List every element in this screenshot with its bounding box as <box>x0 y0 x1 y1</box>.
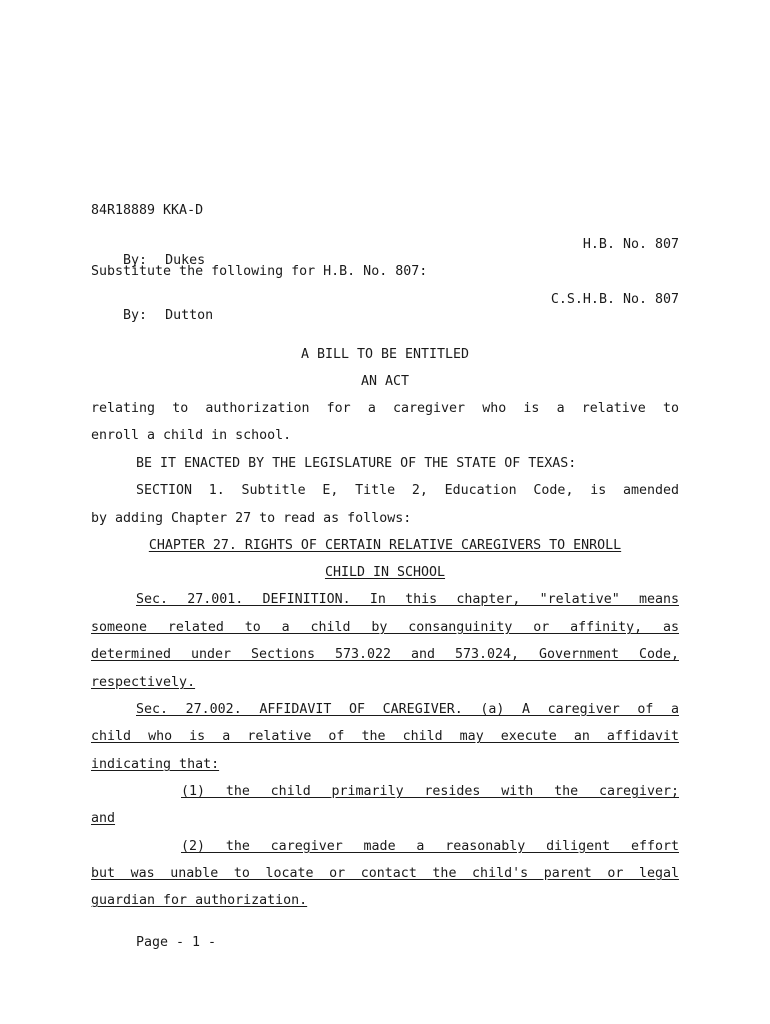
substitute-line: Substitute the following for H.B. No. 807: <box>91 264 428 279</box>
bill-number: H.B. No. 807 <box>582 237 679 252</box>
subdivision-2-line: (2) the caregiver made a reasonably diligent effort <box>181 839 679 854</box>
chapter-heading-text: CHILD IN SCHOOL <box>324 565 446 580</box>
chapter-heading-text: CHAPTER 27. RIGHTS OF CERTAIN RELATIVE CAREGIVERS TO ENROLL <box>148 538 622 553</box>
sec-27-001-line: Sec. 27.001. DEFINITION. In this chapter, "relative" means <box>136 592 679 607</box>
sec-27-002-line <box>91 757 679 773</box>
by-label: By: <box>123 308 148 323</box>
sec-27-001-line <box>91 675 679 691</box>
chapter-heading <box>91 538 679 554</box>
author-name: Dukes <box>165 253 206 268</box>
section-1-line: SECTION 1. Subtitle E, Title 2, Education Code, is amended <box>136 483 679 498</box>
caption-line: relating to authorization for a caregiver who is a relative to <box>91 401 679 416</box>
chapter-heading <box>91 565 679 581</box>
caption-line: enroll a child in school. <box>91 428 292 443</box>
page-number: Page - 1 - <box>136 935 217 950</box>
subdivision-1-line: (1) the child primarily resides with the caregiver; <box>181 784 679 799</box>
subdivision-2-line <box>91 893 679 909</box>
enacting-clause: BE IT ENACTED BY THE LEGISLATURE OF THE STATE OF TEXAS: <box>136 456 577 471</box>
sec-27-001-text: respectively. <box>91 675 196 690</box>
sec-27-001-line: someone related to a child by consanguinity or affinity, as <box>91 620 679 635</box>
by-label: By: <box>123 253 148 268</box>
sec-27-002-line: Sec. 27.002. AFFIDAVIT OF CAREGIVER. (a) A caregiver of a <box>136 702 679 717</box>
subdivision-1-line <box>91 811 679 827</box>
substitute-author-name: Dutton <box>165 308 214 323</box>
section-1-line: by adding Chapter 27 to read as follows: <box>91 511 412 526</box>
act-title: AN ACT <box>360 374 410 389</box>
subdivision-1-text: and <box>91 811 116 826</box>
bill-title: A BILL TO BE ENTITLED <box>300 347 470 362</box>
subdivision-2-line: but was unable to locate or contact the child's parent or legal <box>91 866 679 881</box>
sec-27-002-line: child who is a relative of the child may execute an affidavit <box>91 729 679 744</box>
committee-substitute-number: C.S.H.B. No. 807 <box>550 292 679 307</box>
document-code: 84R18889 KKA-D <box>91 203 204 218</box>
subdivision-2-text: guardian for authorization. <box>91 893 308 908</box>
sec-27-002-text: indicating that: <box>91 757 220 772</box>
sec-27-001-line: determined under Sections 573.022 and 573.024, Government Code, <box>91 647 679 662</box>
